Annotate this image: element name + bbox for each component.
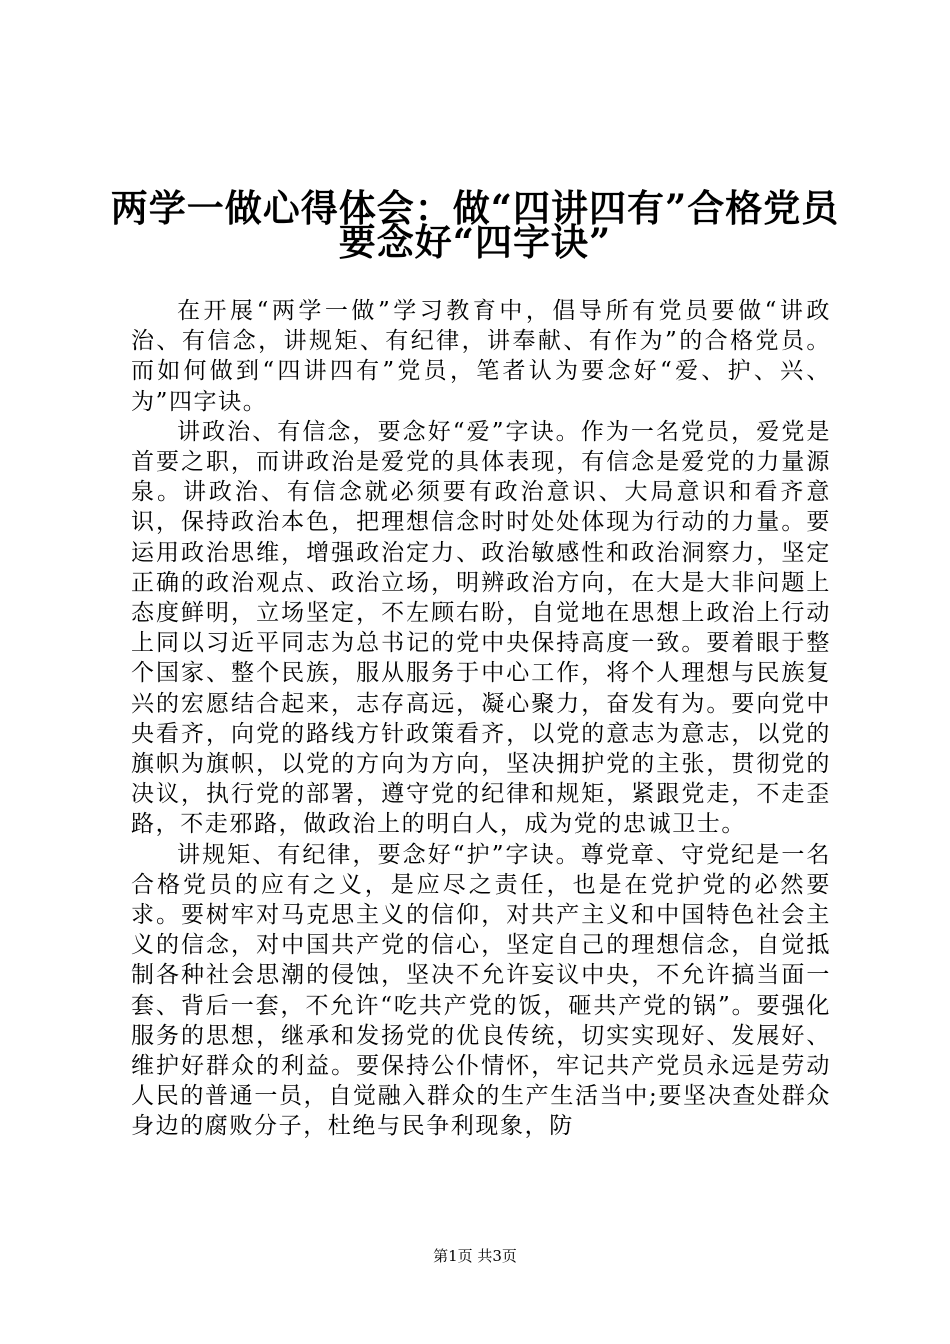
title-line-1: 两学一做心得体会：做“四讲四有”合格党员 — [110, 186, 840, 230]
paragraph-hu: 讲规矩、有纪律，要念好“护”字诀。尊党章、守党纪是一名合格党员的应有之义，是应尽之责任，也是在党护党的必然要求。要树牢对马克思主义的信仰，对共产主义和中国特色社会主义的信念，对中国共产党的信心，坚定自己的理想信念，自觉抵制各种社会思潮的侵蚀，坚决不允许妄议中央，不允许搞当面一套、背后一套，不允许“吃共产党的饭，砸共产党的锅”。要强化服务的思想，继承和发扬党的优良传统，切实实现好、发展好、维护好群众的利益。要保持公仆情怀，牢记共产党员永远是劳动人民的普通一员，自觉融入群众的生产生活当中;要坚决查处群众身边的腐败分子，杜绝与民争利现象，防 — [131, 841, 831, 1140]
document-body — [131, 296, 831, 1142]
paragraph-intro: 在开展“两学一做”学习教育中，倡导所有党员要做“讲政治、有信念，讲规矩、有纪律，讲奉献、有作为”的合格党员。而如何做到“四讲四有”党员，笔者认为要念好“爱、护、兴、为”四字诀。 — [131, 298, 831, 415]
page-footer: 第1页 共3页 — [433, 1247, 517, 1265]
paragraph-ai: 讲政治、有信念，要念好“爱”字诀。作为一名党员，爱党是首要之职，而讲政治是爱党的具体表现，有信念是爱党的力量源泉。讲政治、有信念就必须要有政治意识、大局意识和看齐意识，保持政治本色，把理想信念时时处处体现为行动的力量。要运用政治思维，增强政治定力、政治敏感性和政治洞察力，坚定正确的政治观点、政治立场，明辨政治方向，在大是大非问题上态度鲜明，立场坚定，不左顾右盼，自觉地在思想上政治上行动上同以习近平同志为总书记的党中央保持高度一致。要着眼于整个国家、整个民族，服从服务于中心工作，将个人理想与民族复兴的宏愿结合起来，志存高远，凝心聚力，奋发有为。要向党中央看齐，向党的路线方针政策看齐，以党的意志为意志，以党的旗帜为旗帜，以党的方向为方向，坚决拥护党的主张，贯彻党的决议，执行党的部署，遵守党的纪律和规矩，紧跟党走，不走歪路，不走邪路，做政治上的明白人，成为党的忠诚卫士。 — [131, 418, 831, 838]
title-line-2: 要念好“四字诀” — [338, 220, 612, 264]
